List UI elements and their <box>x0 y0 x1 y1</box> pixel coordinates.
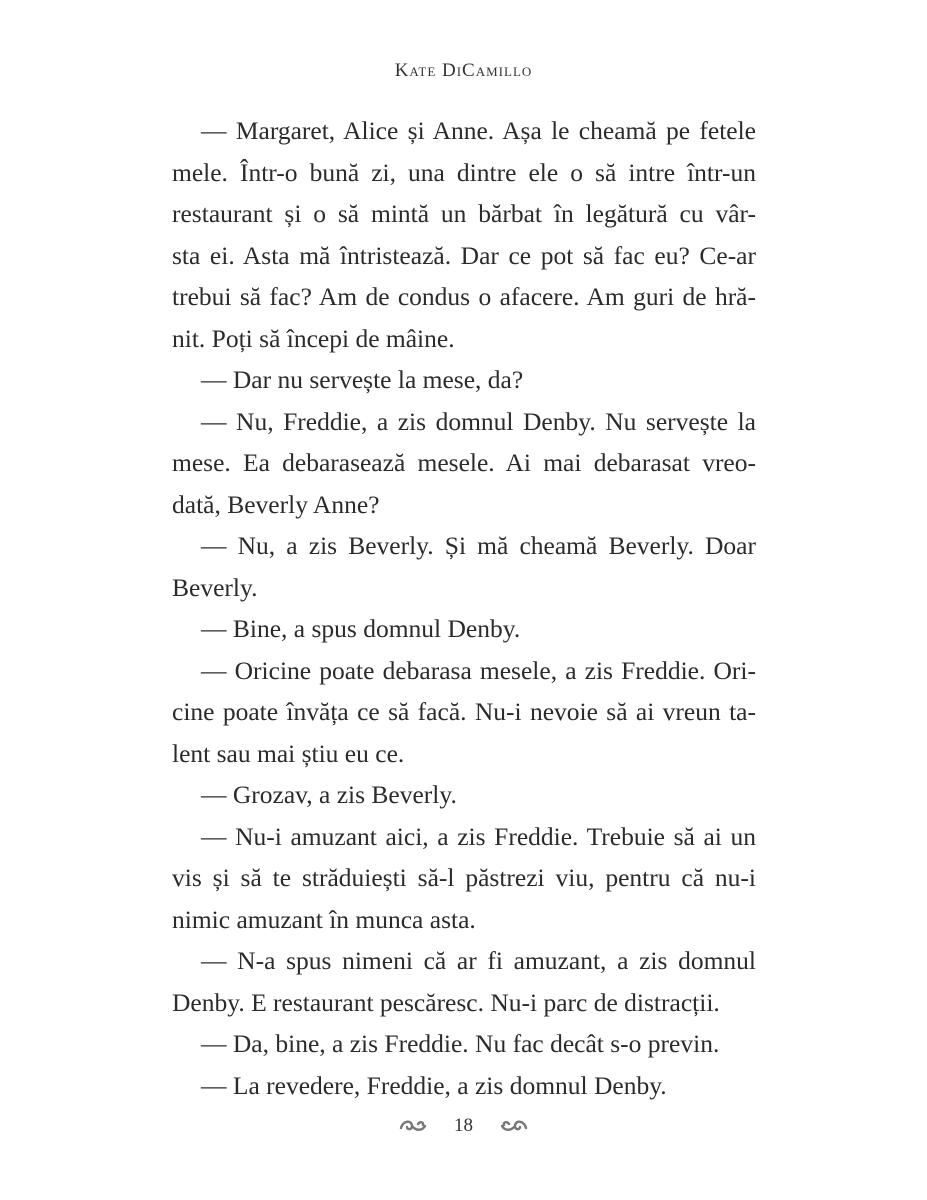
text-line: cine poate învăța ce să facă. Nu-i nevoie să ai vreun ta- <box>172 697 756 726</box>
text-line: nit. Poți să începi de mâine. <box>172 323 455 353</box>
text-line: dată, Beverly Anne? <box>172 489 380 519</box>
paragraph <box>172 650 756 775</box>
text-line: — Nu-i amuzant aici, a zis Freddie. Trebuie să ai un <box>201 821 756 851</box>
text-line: — Bine, a spus domnul Denby. <box>201 614 521 643</box>
text-line: — La revedere, Freddie, a zis domnul Denby. <box>201 1070 667 1100</box>
text-line: trebui să fac? Am de condus o afacere. Am guri de hră- <box>172 282 756 311</box>
paragraph <box>172 359 756 401</box>
text-line: — Margaret, Alice și Anne. Așa le cheamă pe fetele <box>201 116 756 145</box>
paragraph <box>172 1023 756 1065</box>
text-line: nimic amuzant în munca asta. <box>172 904 476 934</box>
text-line: Denby. E restaurant pescăresc. Nu-i parc de distracții. <box>172 987 720 1017</box>
fleuron-right-icon <box>499 1116 529 1136</box>
paragraph <box>172 608 756 650</box>
paragraph <box>172 816 756 941</box>
paragraph <box>172 940 756 1023</box>
paragraph <box>172 525 756 608</box>
paragraph <box>172 110 756 359</box>
paragraph <box>172 774 756 816</box>
text-line: Beverly. <box>172 572 258 602</box>
text-line: lent sau mai știu eu ce. <box>172 738 405 768</box>
text-line: restaurant și o să mintă un bărbat în legătură cu vâr- <box>172 199 756 228</box>
text-line: — Da, bine, a zis Freddie. Nu fac decât s-o previn. <box>201 1029 720 1058</box>
text-line: — Nu, a zis Beverly. Și mă cheamă Beverly. Doar <box>201 531 756 560</box>
text-line: mele. Într-o bună zi, una dintre ele o să intre într-un <box>172 157 756 187</box>
page-body-text <box>172 110 756 1106</box>
text-line: sta ei. Asta mă întristează. Dar ce pot să fac eu? Ce-ar <box>172 240 756 270</box>
text-line: — Dar nu servește la mese, da? <box>201 365 524 394</box>
text-line: — Oricine poate debarasa mesele, a zis Freddie. Ori- <box>201 655 756 685</box>
paragraph <box>172 1065 756 1107</box>
running-header: Kate DiCamillo <box>394 60 533 81</box>
text-line: — Nu, Freddie, a zis domnul Denby. Nu servește la <box>201 406 756 436</box>
page-footer <box>0 1115 927 1137</box>
fleuron-left-icon <box>398 1116 428 1136</box>
text-line: — Grozav, a zis Beverly. <box>201 780 457 809</box>
page-number: 18 <box>454 1115 473 1136</box>
text-line: mese. Ea debarasează mesele. Ai mai debarasat vreo- <box>172 448 756 477</box>
text-line: vis și să te străduiești să-l păstrezi viu, pentru că nu-i <box>172 863 756 892</box>
text-line: — N-a spus nimeni că ar fi amuzant, a zis domnul <box>201 946 756 975</box>
paragraph <box>172 401 756 526</box>
